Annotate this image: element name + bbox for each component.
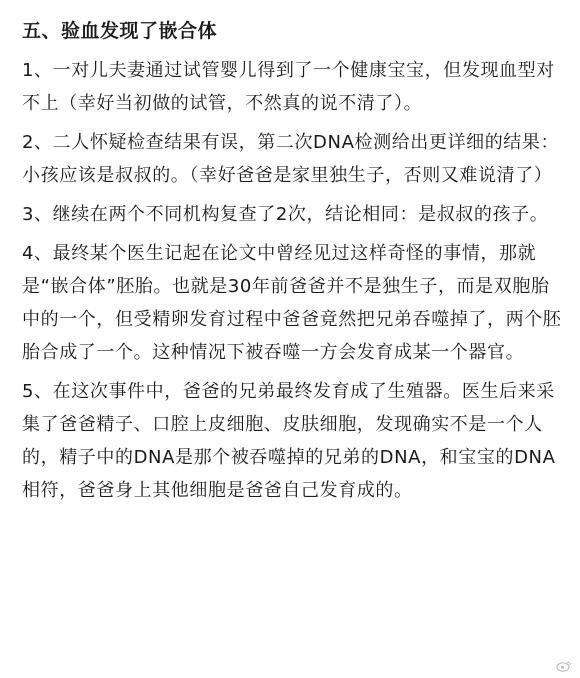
document (22, 14, 562, 513)
section-heading: 五、验血发现了嵌合体 (22, 20, 218, 42)
paragraph-1: 1、一对儿夫妻通过试管婴儿得到了一个健康宝宝，但发现血型对不上（幸好当初做的试管，不然真的说不清了）。 (22, 60, 555, 114)
watermark (556, 660, 572, 672)
paragraph-2: 2、二人怀疑检查结果有误，第二次DNA检测给出更详细的结果：小孩应该是叔叔的。（幸好爸爸是家里独生子，否则又难说清了） (22, 132, 560, 186)
paragraph-4: 4、最终某个医生记起在论文中曾经见过这样奇怪的事情，那就是“嵌合体”胚胎。也就是30年前爸爸并不是独生子，而是双胞胎中的一个，但受精卵发育过程中爸爸竟然把兄弟吞噬掉了，两个胚胎合成了一个。这种情况下被吞噬一方会发育成某一个器官。 (22, 243, 562, 363)
paragraph-3: 3、继续在两个不同机构复查了2次，结论相同：是叔叔的孩子。 (22, 204, 549, 225)
paragraph-5: 5、在这次事件中，爸爸的兄弟最终发育成了生殖器。医生后来采集了爸爸精子、口腔上皮细胞、皮肤细胞，发现确实不是一个人的，精子中的DNA是那个被吞噬掉的兄弟的DNA，和宝宝的DNA相符，爸爸身上其他细胞是爸爸自己发育成的。 (22, 381, 556, 501)
weibo-icon (556, 660, 572, 672)
